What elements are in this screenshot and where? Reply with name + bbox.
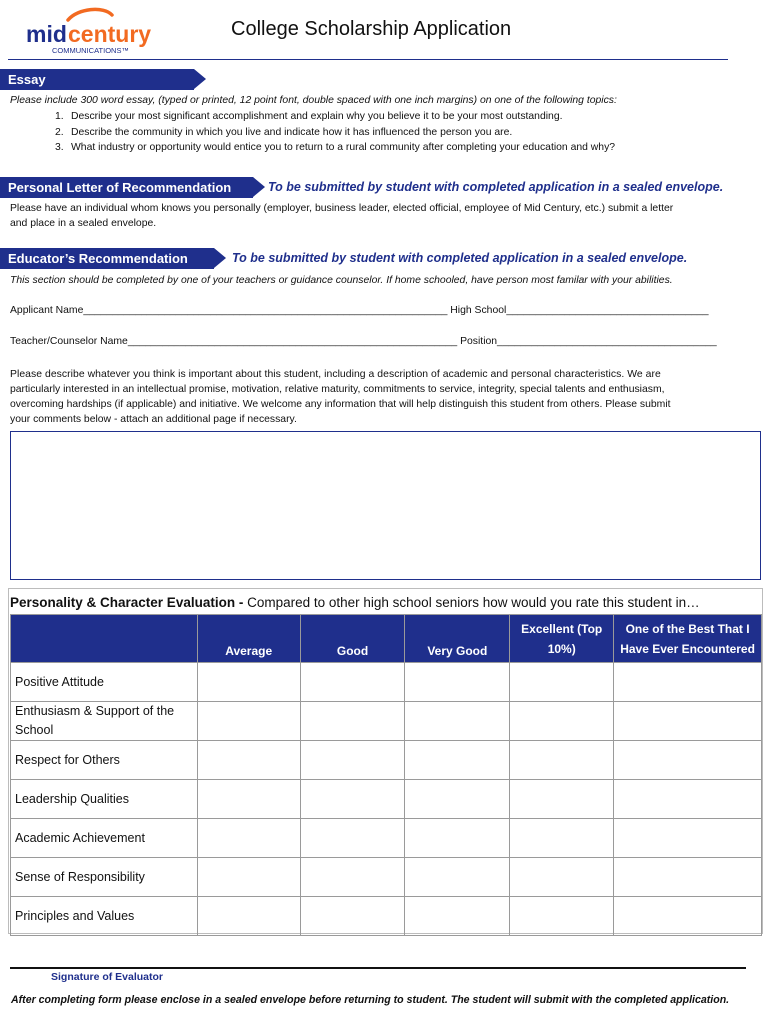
table-row — [11, 702, 762, 741]
rating-cell[interactable] — [405, 897, 510, 936]
rating-cell[interactable] — [510, 663, 614, 702]
table-row — [11, 741, 762, 780]
rating-cell[interactable] — [300, 663, 405, 702]
rating-cell[interactable] — [300, 702, 405, 741]
rating-cell[interactable] — [197, 819, 300, 858]
rating-cell[interactable] — [405, 858, 510, 897]
row-label: Sense of Responsibility — [11, 858, 198, 897]
rating-cell[interactable] — [197, 741, 300, 780]
rating-cell[interactable] — [614, 702, 762, 741]
rating-cell[interactable] — [510, 819, 614, 858]
rating-cell[interactable] — [510, 897, 614, 936]
essay-section-tab: Essay — [0, 69, 194, 90]
essay-topic: 3. What industry or opportunity would entice you to return to a rural community after completing your education and why? — [55, 142, 616, 153]
row-label: Academic Achievement — [11, 819, 198, 858]
rating-cell[interactable] — [405, 702, 510, 741]
table-row — [11, 858, 762, 897]
personal-letter-body-1: Please have an individual whom knows you personally (employer, business leader, elected official, employee of Mid Century, etc.) submit a letter — [10, 203, 674, 214]
applicant-name-field[interactable]: Applicant Name_______________________________________________________________ High School___________________________________ — [10, 305, 709, 316]
rating-cell[interactable] — [510, 780, 614, 819]
title-divider — [8, 59, 728, 60]
teacher-name-field[interactable]: Teacher/Counselor Name_________________________________________________________ Position______________________________________ — [10, 336, 717, 347]
logo-tagline: COMMUNICATIONS™ — [52, 46, 129, 55]
header-good: Good — [300, 615, 405, 663]
logo-century: century — [68, 21, 152, 47]
row-label: Respect for Others — [11, 741, 198, 780]
rating-cell[interactable] — [300, 741, 405, 780]
rating-cell[interactable] — [614, 741, 762, 780]
table-row — [11, 780, 762, 819]
rating-cell[interactable] — [405, 741, 510, 780]
rating-cell[interactable] — [197, 663, 300, 702]
personal-letter-body-2: and place in a sealed envelope. — [10, 218, 157, 229]
rating-cell[interactable] — [300, 780, 405, 819]
header-very-good: Very Good — [405, 615, 510, 663]
header-excellent: Excellent (Top 10%) — [510, 615, 614, 663]
evaluation-title: Personality & Character Evaluation - Compared to other high school seniors how would you rate this student in… — [10, 595, 700, 610]
rating-cell[interactable] — [197, 780, 300, 819]
rating-cell[interactable] — [614, 897, 762, 936]
header-average: Average — [197, 615, 300, 663]
essay-topic: 2. Describe the community in which you live and indicate how it has influenced the person you are. — [55, 126, 513, 138]
table-row — [11, 819, 762, 858]
rating-cell[interactable] — [614, 663, 762, 702]
rating-cell[interactable] — [197, 858, 300, 897]
table-row — [11, 663, 762, 702]
midcentury-logo — [26, 6, 161, 56]
rating-cell[interactable] — [197, 897, 300, 936]
header-blank — [11, 615, 198, 663]
essay-topic-list — [55, 109, 615, 156]
essay-intro: Please include 300 word essay, (typed or printed, 12 point font, double spaced with one inch margins) on one of the following topics: — [10, 95, 617, 106]
rating-cell[interactable] — [300, 819, 405, 858]
header-best-ever: One of the Best That I Have Ever Encountered — [614, 615, 762, 663]
document-title: College Scholarship Application — [231, 18, 512, 40]
educator-instruction: This section should be completed by one of your teachers or guidance counselor. If home schooled, have person most familar with your abilities. — [10, 275, 673, 286]
rating-cell[interactable] — [197, 702, 300, 741]
signature-label: Signature of Evaluator — [51, 971, 164, 983]
row-label: Leadership Qualities — [11, 780, 198, 819]
comments-textarea[interactable] — [10, 431, 761, 580]
row-label: Enthusiasm & Support of the School — [11, 702, 198, 741]
rating-cell[interactable] — [405, 819, 510, 858]
rating-cell[interactable] — [405, 663, 510, 702]
rating-cell[interactable] — [300, 858, 405, 897]
rating-cell[interactable] — [614, 780, 762, 819]
rating-cell[interactable] — [510, 858, 614, 897]
educator-desc-line: Please describe whatever you think is important about this student, including a description of academic and personal characteristics. We are — [10, 369, 661, 380]
row-label: Principles and Values — [11, 897, 198, 936]
rating-cell[interactable] — [405, 780, 510, 819]
educator-desc-line: your comments below - attach an additional page if necessary. — [10, 414, 297, 425]
rating-cell[interactable] — [614, 858, 762, 897]
educator-recommendation-note: To be submitted by student with completed application in a sealed envelope. — [232, 251, 688, 265]
educator-desc-line: particularly interested in an intellectual promise, motivation, relative maturity, commitments to service, integrity, special talents and enthusiasm, — [10, 384, 665, 395]
rating-cell[interactable] — [614, 819, 762, 858]
evaluation-table — [10, 614, 762, 936]
logo-mid: mid — [26, 21, 67, 47]
essay-topic: 1. Describe your most significant accomplishment and explain why you believe it to be your most outstanding. — [55, 111, 563, 122]
personal-letter-tab: Personal Letter of Recommendation — [0, 177, 253, 198]
rating-cell[interactable] — [510, 741, 614, 780]
signature-line[interactable] — [10, 967, 746, 969]
rating-cell[interactable] — [510, 702, 614, 741]
educator-desc-line: overcoming hardships (if applicable) and initiative. We welcome any information that will help distinguish this student from others. Please submit — [10, 399, 671, 410]
rating-cell[interactable] — [300, 897, 405, 936]
table-row — [11, 897, 762, 936]
footer-instruction: After completing form please enclose in a sealed envelope before returning to student. The student will submit with the completed application. — [11, 994, 730, 1006]
personal-letter-note: To be submitted by student with completed application in a sealed envelope. — [268, 180, 724, 194]
educator-recommendation-tab: Educator’s Recommendation — [0, 248, 214, 269]
row-label: Positive Attitude — [11, 663, 198, 702]
